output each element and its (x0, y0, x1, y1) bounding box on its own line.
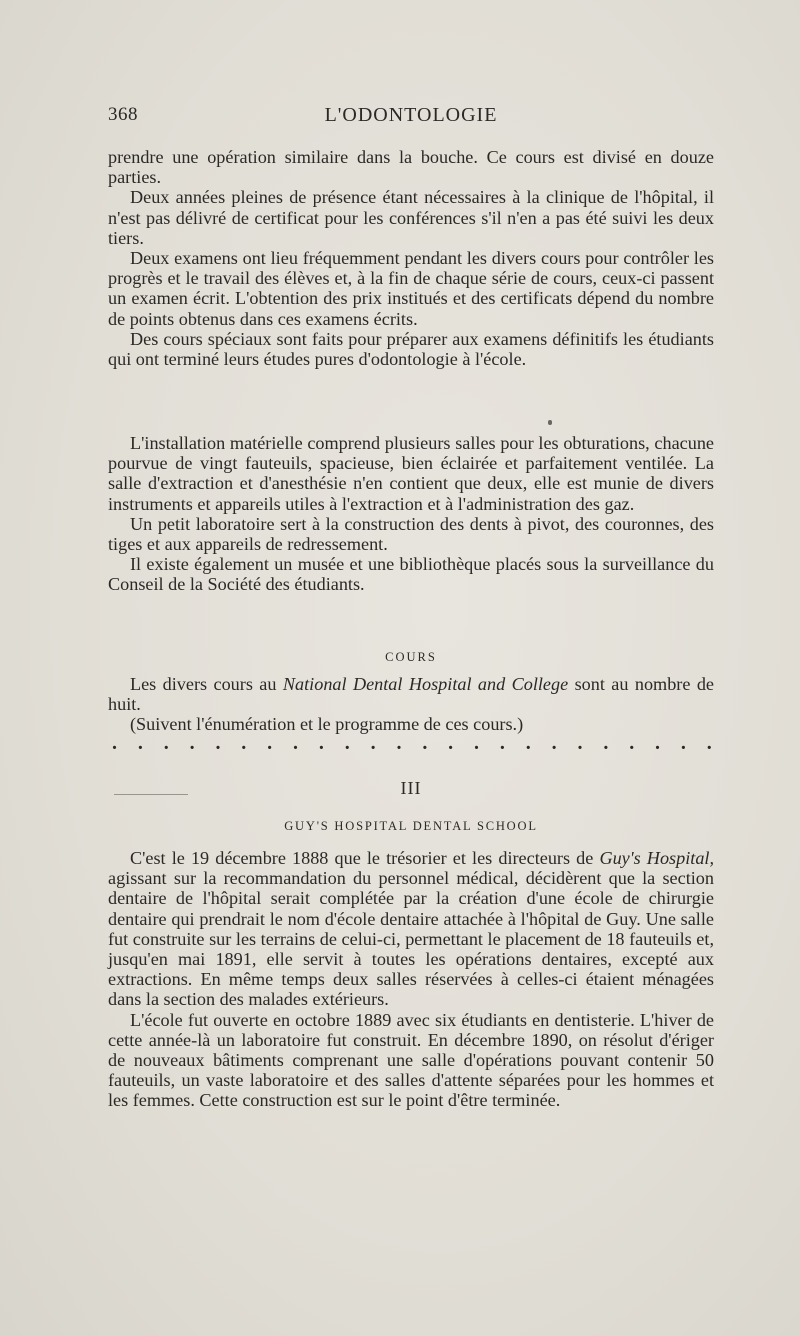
paragraph: Un petit laboratoire sert à la construction des dents à pivot, des couronnes, des tiges et aux appareils de redressement. (108, 513, 714, 555)
paragraph: Deux années pleines de présence étant nécessaires à la clinique de l'hôpital, il n'est pas délivré de certificat pour les conférences s'il n'en a pas été suivi les deux tiers. (108, 187, 714, 248)
ellipsis-dot: . (370, 732, 376, 754)
paragraph: Deux examens ont lieu fréquemment pendant les divers cours pour contrôler les progrès et le travail des élèves et, à la fin de chaque série de cours, ceux-ci passent un examen écrit. L'obtention des prix institués et des certificats dépend du nombre de points obtenus dans ces examens écrits. (108, 248, 714, 329)
school-heading: GUY'S HOSPITAL DENTAL SCHOOL (284, 819, 538, 833)
paragraph: Des cours spéciaux sont faits pour préparer aux examens définitifs les étudiants qui ont terminé leurs études pures d'odontologie à l'école. (108, 328, 714, 370)
paragraph: L'installation matérielle comprend plusieurs salles pour les obturations, chacune pourvue de vingt fauteuils, spacieuse, bien éclairée et parfaitement ventilée. La salle d'extraction et d'anesthésie n'en contient que deux, elle est munie de divers instruments et appareils utiles à l'extraction et à l'administration des gaz. (108, 433, 714, 514)
paragraph: L'école fut ouverte en octobre 1889 avec six étudiants en dentisterie. L'hiver de cette année-là un laboratoire fut construit. En décembre 1890, on résolut d'ériger de nouveaux bâtiments comprenant une salle d'opérations pouvant contenir 50 fauteuils, un vaste laboratoire et des salles d'attente séparées pour les hommes et les femmes. Cette construction est sur le point d'être terminée. (108, 1009, 714, 1111)
text-block-guys-school (108, 848, 714, 1111)
ellipsis-dot: . (629, 732, 635, 754)
ellipsis-dot: . (137, 732, 143, 754)
ellipsis-dot: . (474, 732, 480, 754)
page-header (108, 104, 714, 130)
running-title: L'ODONTOLOGIE (324, 104, 498, 126)
ellipsis-dot: . (422, 732, 428, 754)
ellipsis-dot: . (680, 732, 686, 754)
ellipsis-dot: . (189, 732, 195, 754)
ellipsis-dot: . (706, 732, 712, 754)
institution-name: National Dental Hospital and College (282, 674, 569, 694)
ellipsis-dot: . (551, 732, 557, 754)
paragraph: (Suivent l'énumération et le programme de ces cours.) (130, 714, 524, 735)
ink-speck (548, 420, 552, 425)
ellipsis-dots-row (112, 732, 712, 754)
ellipsis-dot: . (577, 732, 583, 754)
text-run: agissant sur la recommandation du personnel médical, décidèrent que la section dentaire de l'hôpital serait complétée par la création d'une école de chirurgie dentaire qui prendrait le nom d'école dentaire attachée à l'hôpital de Guy. Une salle fut construite sur les terrains de celui-ci, permettant le placement de 18 fauteuils et, jusqu'en mai 1891, elle servit à toutes les opérations dentaires, excepté aux extractions. En même temps deux salles réservées à celles-ci étaient ménagées dans la section des malades extérieurs. (108, 868, 714, 1010)
ellipsis-dot: . (163, 732, 169, 754)
text-block-examinations (108, 147, 714, 369)
ellipsis-dot: . (499, 732, 505, 754)
section-number: III (400, 778, 422, 798)
text-run: sont au nombre de huit. (108, 674, 714, 715)
text-run: C'est le 19 décembre 1888 que le trésorier et les directeurs de (130, 848, 600, 868)
paragraph: prendre une opération similaire dans la bouche. Ce cours est divisé en douze parties. (108, 147, 714, 188)
text-run: Les divers cours au (130, 674, 283, 694)
ellipsis-dot: . (318, 732, 324, 754)
ellipsis-dot: . (267, 732, 273, 754)
paragraph (108, 848, 714, 1010)
ellipsis-dot: . (448, 732, 454, 754)
text-block-installation (108, 433, 714, 595)
cours-heading: COURS (385, 650, 437, 664)
hospital-name: Guy's Hospital, (599, 848, 715, 868)
page-number: 368 (108, 104, 138, 125)
ellipsis-dot: . (293, 732, 299, 754)
paragraph: Il existe également un musée et une bibliothèque placés sous la surveillance du Conseil de la Société des étudiants. (108, 554, 714, 595)
ellipsis-dot: . (344, 732, 350, 754)
ellipsis-dot: . (603, 732, 609, 754)
ellipsis-dot: . (112, 732, 117, 754)
ellipsis-dot: . (396, 732, 402, 754)
ellipsis-dot: . (655, 732, 661, 754)
ellipsis-dot: . (241, 732, 247, 754)
text-block-cours (108, 674, 714, 735)
paragraph (108, 674, 714, 714)
ellipsis-dot: . (215, 732, 221, 754)
ellipsis-dot: . (525, 732, 531, 754)
